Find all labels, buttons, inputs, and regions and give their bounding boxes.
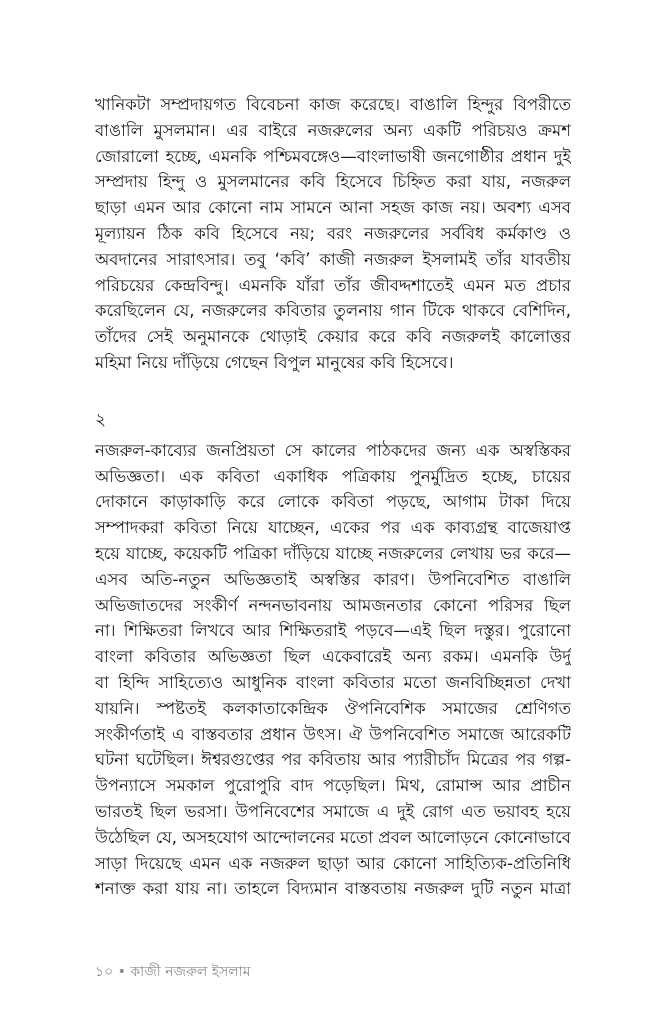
text-line: বাংলা কবিতার অভিজ্ঞতা ছিল একেবারেই অন্য রকম। এমনকি উর্দু	[95, 647, 571, 667]
text-line: ছাড়া এমন আর কোনো নাম সামনে আনা সহজ কাজ নয়। অবশ্য এসব	[95, 198, 571, 218]
text-line: সম্প্রদায় হিন্দু ও মুসলমানের কবি হিসেবে চিহ্নিত করা যায়, নজরুল	[95, 172, 571, 192]
text-line: সাড়া দিয়েছে এমন এক নজরুল ছাড়া আর কোনো সাহিত্যিক-প্রতিনিধি	[95, 853, 571, 873]
text-line: না। শিক্ষিতরা লিখবে আর শিক্ষিতরাই পড়বে—এই ছিল দস্তুর। পুরোনো	[95, 621, 571, 641]
text-line: তাঁদের সেই অনুমানকে থোড়াই কেয়ার করে কবি নজরুলই কালোত্তর	[95, 327, 571, 347]
text-line: ঘটনা ঘটেছিল। ঈশ্বরগুপ্তের পর কবিতায় আর প্যারীচাঁদ মিত্রের পর গল্প-	[95, 750, 571, 770]
paragraph-2	[95, 438, 571, 902]
text-line: করেছিলেন যে, নজরুলের কবিতার তুলনায় গান টিকে থাকবে বেশিদিন,	[95, 301, 571, 321]
section-number: ২	[95, 409, 107, 430]
text-line: উপন্যাসে সমকাল পুরোপুরি বাদ পড়েছিল। মিথ, রোমান্স আর প্রাচীন	[95, 776, 571, 796]
text-line: পরিচয়ের কেন্দ্রবিন্দু। এমনকি যাঁরা তাঁর জীবদ্দশাতেই এমন মত প্রচার	[95, 275, 571, 295]
text-line: জোরালো হচ্ছে, এমনকি পশ্চিমবঙ্গেও—বাংলাভাষী জনগোষ্ঠীর প্রধান দুই	[95, 146, 571, 166]
text-line: এসব অতি-নতুন অভিজ্ঞতাই অস্বস্তির কারণ। উপনিবেশিত বাঙালি	[95, 569, 571, 589]
text-line: ভারতই ছিল ভরসা। উপনিবেশের সমাজে এ দুই রোগ এত ভয়াবহ হয়ে	[95, 801, 571, 821]
footer-separator: •	[117, 964, 126, 980]
page-number: ১০	[95, 964, 114, 980]
page-footer	[95, 960, 251, 984]
text-line: উঠেছিল যে, অসহযোগ আন্দোলনের মতো প্রবল আলোড়নে কোনোভাবে	[95, 827, 571, 847]
paragraph-1	[95, 92, 571, 376]
text-line: অভিজ্ঞতা। এক কবিতা একাধিক পত্রিকায় পুনর্মুদ্রিত হচ্ছে, চায়ের	[95, 466, 571, 486]
text-line: মূল্যায়ন ঠিক কবি হিসেবে নয়; বরং নজরুলের সর্ববিধ কর্মকাণ্ড ও	[95, 223, 571, 243]
text-line: অবদানের সারাৎসার। তবু ‘কবি’ কাজী নজরুল ইসলামই তাঁর যাবতীয়	[95, 249, 571, 269]
book-title: কাজী নজরুল ইসলাম	[130, 964, 251, 980]
page-body	[95, 92, 571, 902]
text-line: খানিকটা সম্প্রদায়গত বিবেচনা কাজ করেছে। বাঙালি হিন্দুর বিপরীতে	[95, 95, 571, 114]
text-line: সম্পাদকরা কবিতা নিয়ে যাচ্ছেন, একের পর এক কাব্যগ্রন্থ বাজেয়াপ্ত	[95, 518, 571, 538]
text-line: বা হিন্দি সাহিত্যেও আধুনিক বাংলা কবিতার মতো জনবিচ্ছিন্নতা দেখা	[95, 672, 571, 692]
text-line: অভিজাতদের সংকীর্ণ নন্দনভাবনায় আমজনতার কোনো পরিসর ছিল	[95, 595, 571, 615]
text-line: হয়ে যাচ্ছে, কয়েকটি পত্রিকা দাঁড়িয়ে যাচ্ছে নজরুলের লেখায় ভর করে—	[95, 543, 571, 563]
text-line: নজরুল-কাব্যের জনপ্রিয়তা সে কালের পাঠকদের জন্য এক অস্বস্তিকর	[95, 440, 571, 460]
text-line: মহিমা নিয়ে দাঁড়িয়ে গেছেন বিপুল মানুষের কবি হিসেবে।	[95, 352, 454, 372]
text-line: যায়নি। স্পষ্টতই কলকাতাকেন্দ্রিক ঔপনিবেশিক সমাজের শ্রেণিগত	[95, 698, 571, 718]
text-line: দোকানে কাড়াকাড়ি করে লোকে কবিতা পড়ছে, আগাম টাকা দিয়ে	[95, 492, 571, 512]
text-line: সংকীর্ণতাই এ বাস্তবতার প্রধান উৎস। ঐ উপনিবেশিত সমাজে আরেকটি	[95, 724, 571, 744]
text-line: শনাক্ত করা যায় না। তাহলে বিদ্যমান বাস্তবতায় নজরুল দুটি নতুন মাত্রা	[95, 879, 571, 899]
text-line: বাঙালি মুসলমান। এর বাইরে নজরুলের অন্য একটি পরিচয়ও ক্রমশ	[95, 120, 571, 140]
